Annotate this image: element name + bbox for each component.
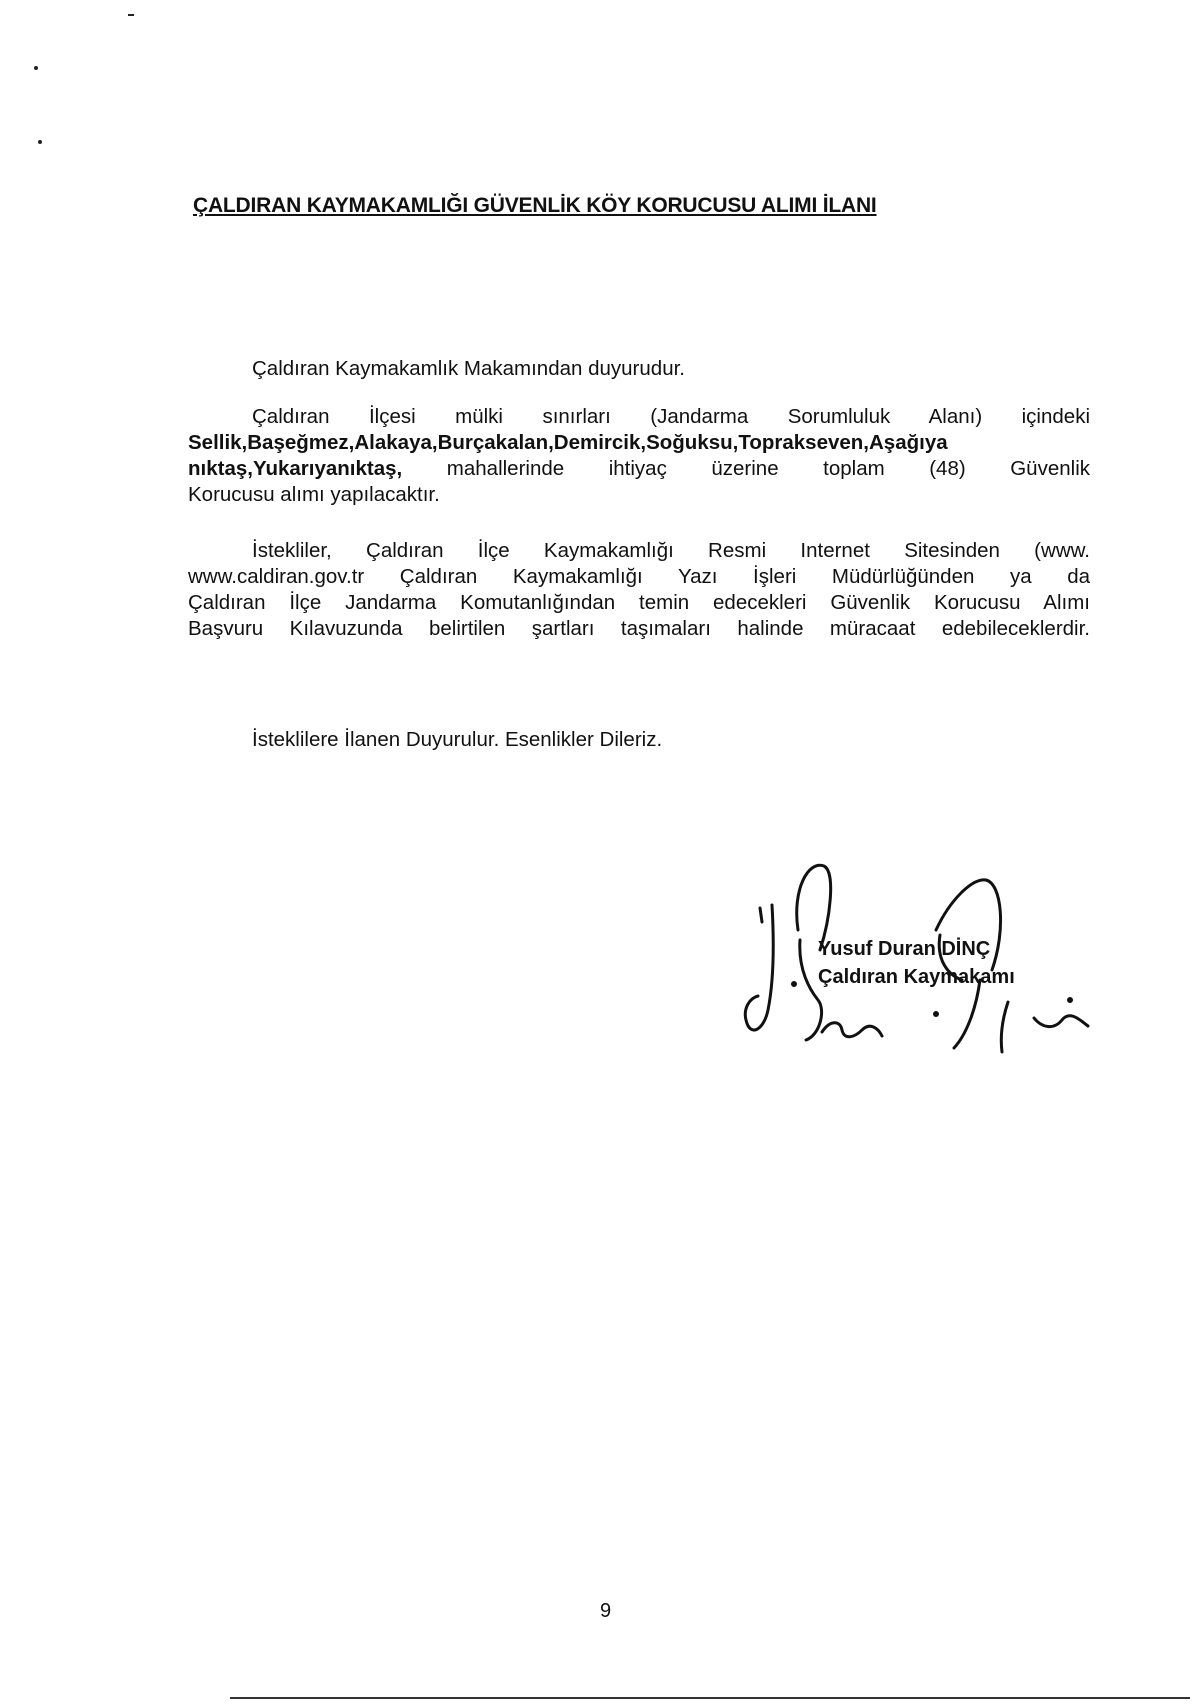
scan-speck	[34, 66, 38, 70]
paragraph-2	[188, 538, 1090, 642]
closing-line: İsteklilere İlanen Duyurulur. Esenlikler Dileriz.	[252, 728, 663, 751]
paragraph-2-line: Başvuru Kılavuzunda belirtilen şartları taşımaları halinde müracaat edebileceklerdir.	[188, 617, 1090, 640]
paragraph-2-line: Çaldıran İlçe Jandarma Komutanlığından temin edecekleri Güvenlik Korucusu Alımı	[188, 591, 1090, 614]
scan-speck	[38, 140, 42, 144]
intro-line: Çaldıran Kaymakamlık Makamından duyurudur.	[252, 357, 685, 380]
signature-block	[740, 860, 1140, 1060]
signatory-role: Çaldıran Kaymakamı	[818, 966, 1015, 988]
paragraph-1-line-villages: Sellik,Başeğmez,Alakaya,Burçakalan,Demircik,Soğuksu,Toprakseven,Aşağıya	[188, 431, 948, 454]
paragraph-2-line-website: www.caldiran.gov.tr Çaldıran Kaymakamlığı Yazı İşleri Müdürlüğünden ya da	[188, 565, 1090, 588]
paragraph-1	[188, 404, 1090, 508]
paragraph-2-line: İstekliler, Çaldıran İlçe Kaymakamlığı Resmi Internet Sitesinden (www.	[252, 539, 1090, 562]
footer-rule	[230, 1697, 1190, 1699]
paragraph-1-line: Çaldıran İlçesi mülki sınırları (Jandarma Sorumluluk Alanı) içindeki	[252, 405, 1090, 428]
paragraph-1-line: nıktaş,Yukarıyanıktaş, mahallerinde ihtiyaç üzerine toplam (48) Güvenlik	[188, 457, 1090, 480]
page-number: 9	[600, 1600, 612, 1622]
paragraph-1-line: Korucusu alımı yapılacaktır.	[188, 483, 440, 506]
scan-speck	[128, 14, 134, 16]
signatory-name: Yusuf Duran DİNÇ	[818, 938, 991, 960]
document-title: ÇALDIRAN KAYMAKAMLIĞI GÜVENLİK KÖY KORUCUSU ALIMI İLANI	[193, 194, 877, 217]
